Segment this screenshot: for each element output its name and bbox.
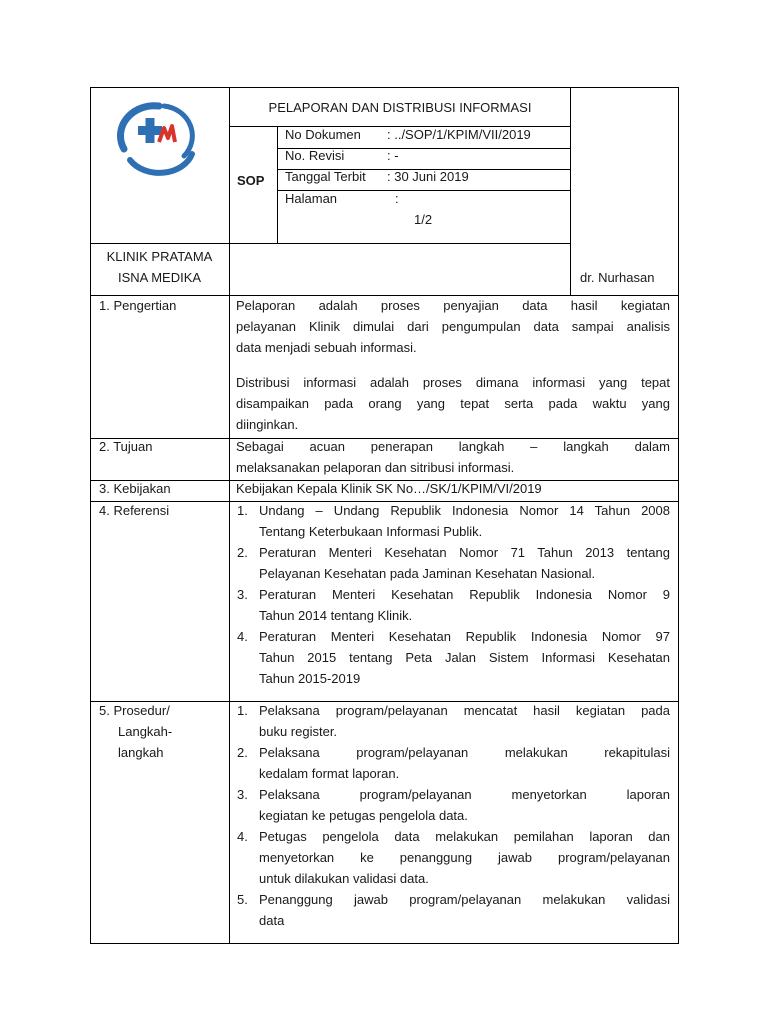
section-label-referensi: 4. Referensi	[99, 503, 170, 518]
list-number: 3.	[237, 587, 248, 602]
halaman-label: Halaman	[285, 191, 338, 206]
list-number: 3.	[237, 787, 248, 802]
text-line: Pelayanan Kesehatan pada Jaminan Kesehatan Nasional.	[259, 566, 596, 581]
text-line: Peraturan Menteri Kesehatan Republik Indonesia Nomor 97	[259, 629, 670, 644]
text-line: Distribusi informasi adalah proses dimana informasi yang tepat	[236, 375, 670, 390]
text-line: buku register.	[259, 724, 338, 739]
table-border-bottom	[90, 943, 679, 944]
text-line: Peraturan Menteri Kesehatan Republik Indonesia Nomor 9	[259, 587, 670, 602]
text-line: untuk dilakukan validasi data.	[259, 871, 429, 886]
text-line: Sebagai acuan penerapan langkah – langkah dalam	[236, 439, 670, 454]
clinic-name-line1: KLINIK PRATAMA	[106, 249, 213, 264]
table-border-right	[678, 87, 679, 944]
signatory-name: dr. Nurhasan	[580, 270, 655, 285]
section-label-kebijakan: 3. Kebijakan	[99, 481, 171, 496]
text-line: disampaikan pada orang yang tepat serta pada waktu yang	[236, 396, 670, 411]
section-label-tujuan: 2. Tujuan	[99, 439, 153, 454]
list-number: 5.	[237, 892, 248, 907]
list-number: 4.	[237, 629, 248, 644]
section-label-prosedur	[99, 700, 172, 763]
text-line: Undang – Undang Republik Indonesia Nomor 14 Tahun 2008	[259, 503, 670, 518]
list-number: 4.	[237, 829, 248, 844]
list-number: 2.	[237, 745, 248, 760]
column-divider	[229, 87, 230, 944]
kebijakan-text: Kebijakan Kepala Klinik SK No…/SK/1/KPIM/VI/2019	[236, 481, 542, 496]
text-line: Tahun 2015 tentang Peta Jalan Sistem Informasi Kesehatan	[259, 650, 670, 665]
text-line: Pelaporan adalah proses penyajian data hasil kegiatan	[236, 298, 670, 313]
text-line: kegiatan ke petugas pengelola data.	[259, 808, 468, 823]
list-number: 1.	[237, 503, 248, 518]
text-line: Petugas pengelola data melakukan pemilahan laporan dan	[259, 829, 670, 844]
text-line: Pelaksana program/pelayanan melakukan rekapitulasi	[259, 745, 670, 760]
text-line: menyetorkan ke penanggung jawab program/pelayanan	[259, 850, 670, 865]
clinic-logo	[104, 94, 204, 176]
text-line: 5. Prosedur/	[99, 703, 170, 718]
table-border-top	[90, 87, 679, 88]
header-right-divider	[570, 87, 571, 296]
text-line: melaksanakan pelaporan dan sitribusi informasi.	[236, 460, 515, 475]
pengertian-paragraph-1	[236, 295, 670, 358]
table-border-left	[90, 87, 91, 944]
no-dokumen-label: No Dokumen	[285, 127, 361, 142]
text-line: Peraturan Menteri Kesehatan Nomor 71 Tahun 2013 tentang	[259, 545, 670, 560]
text-line: Tahun 2015-2019	[259, 671, 361, 686]
sop-divider	[277, 126, 278, 243]
header-lower-divider	[90, 243, 571, 244]
text-line: Penanggung jawab program/pelayanan melakukan validasi	[259, 892, 670, 907]
no-revisi-label: No. Revisi	[285, 148, 345, 163]
pengertian-paragraph-2	[236, 372, 670, 435]
text-line: pelayanan Klinik dimulai dari pengumpulan data sampai analisis	[236, 319, 670, 334]
text-line: Pelaksana program/pelayanan menyetorkan laporan	[259, 787, 670, 802]
text-line: diinginkan.	[236, 417, 299, 432]
no-revisi-value: : -	[387, 148, 399, 163]
document-title: PELAPORAN DAN DISTRIBUSI INFORMASI	[268, 100, 532, 115]
tanggal-terbit-label: Tanggal Terbit	[285, 169, 366, 184]
tanggal-terbit-value: : 30 Juni 2019	[387, 169, 469, 184]
clinic-name-line2: ISNA MEDIKA	[117, 270, 202, 285]
halaman-value: 1/2	[414, 212, 433, 227]
text-line: data	[259, 913, 285, 928]
no-dokumen-value: : ../SOP/1/KPIM/VII/2019	[387, 127, 531, 142]
section-label-pengertian: 1. Pengertian	[99, 298, 177, 313]
list-number: 2.	[237, 545, 248, 560]
text-line: langkah	[118, 745, 164, 760]
text-line: data menjadi sebuah informasi.	[236, 340, 417, 355]
text-line: Pelaksana program/pelayanan mencatat hasil kegiatan pada	[259, 703, 670, 718]
text-line: Tahun 2014 tentang Klinik.	[259, 608, 413, 623]
tujuan-text	[236, 436, 670, 478]
text-line: Tentang Keterbukaan Informasi Publik.	[259, 524, 483, 539]
sop-label: SOP	[237, 173, 265, 188]
list-number: 1.	[237, 703, 248, 718]
text-line: kedalam format laporan.	[259, 766, 400, 781]
text-line: Langkah-	[118, 724, 173, 739]
halaman-colon: :	[395, 191, 399, 206]
